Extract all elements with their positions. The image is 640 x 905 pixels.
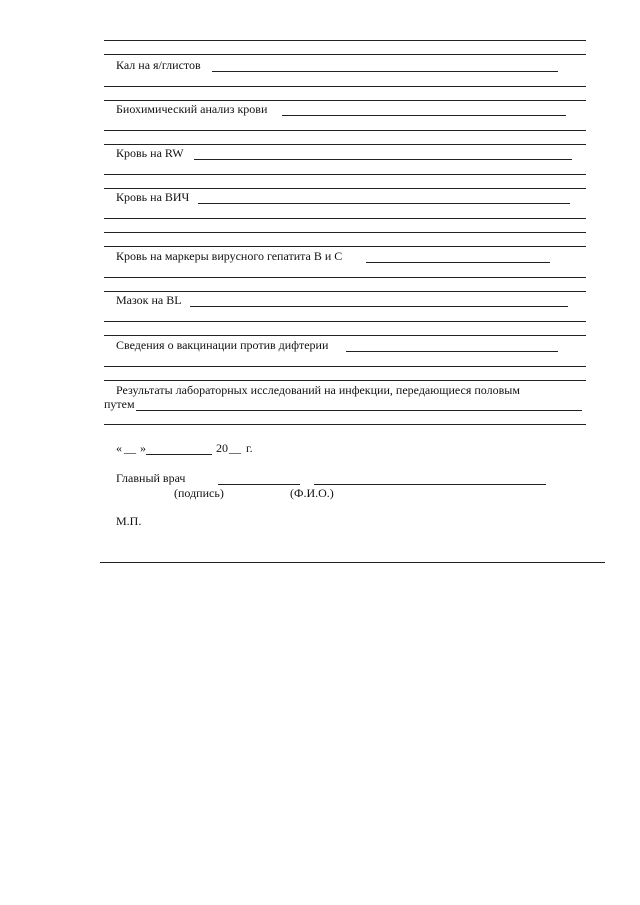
full-name-caption: (Ф.И.О.) bbox=[290, 486, 334, 500]
date-month-input[interactable] bbox=[146, 454, 212, 455]
field-input-biochem[interactable] bbox=[282, 115, 566, 116]
field-label-biochem: Биохимический анализ крови bbox=[116, 102, 268, 116]
blank-line bbox=[104, 218, 586, 219]
field-input-sti[interactable] bbox=[136, 410, 582, 411]
blank-line bbox=[104, 54, 586, 55]
blank-line bbox=[104, 130, 586, 131]
blank-line bbox=[104, 246, 586, 247]
blank-line bbox=[104, 40, 586, 41]
field-input-stool[interactable] bbox=[212, 71, 558, 72]
blank-line bbox=[104, 188, 586, 189]
field-label-diphtheria: Сведения о вакцинации против дифтерии bbox=[116, 338, 329, 352]
field-label-hiv: Кровь на ВИЧ bbox=[116, 190, 190, 204]
full-name-input[interactable] bbox=[314, 484, 546, 485]
field-input-rw[interactable] bbox=[194, 159, 572, 160]
blank-line bbox=[104, 144, 586, 145]
date-year-blank[interactable]: __ bbox=[229, 441, 241, 455]
signature-caption: (подпись) bbox=[174, 486, 224, 500]
date-close-quote: » bbox=[140, 441, 146, 455]
field-input-hiv[interactable] bbox=[198, 203, 570, 204]
blank-line bbox=[104, 174, 586, 175]
field-label-rw: Кровь на RW bbox=[116, 146, 184, 160]
field-input-diphtheria[interactable] bbox=[346, 351, 558, 352]
field-input-hepatitis[interactable] bbox=[366, 262, 550, 263]
blank-line bbox=[104, 232, 586, 233]
blank-line bbox=[104, 100, 586, 101]
date-open-quote: « bbox=[116, 441, 122, 455]
bottom-divider bbox=[100, 562, 605, 563]
blank-line bbox=[104, 366, 586, 367]
blank-line bbox=[104, 291, 586, 292]
date-year-suffix: г. bbox=[246, 441, 253, 455]
blank-line bbox=[104, 277, 586, 278]
field-label-sti-continued: путем bbox=[104, 397, 135, 411]
signer-role: Главный врач bbox=[116, 471, 186, 485]
blank-line bbox=[104, 424, 586, 425]
field-label-stool: Кал на я/глистов bbox=[116, 58, 201, 72]
field-label-hepatitis: Кровь на маркеры вирусного гепатита В и С bbox=[116, 249, 343, 263]
blank-line bbox=[104, 321, 586, 322]
field-label-sti: Результаты лабораторных исследований на инфекции, передающиеся половым bbox=[116, 383, 520, 397]
field-input-bl[interactable] bbox=[190, 306, 568, 307]
date-day-blank[interactable]: __ bbox=[124, 441, 136, 455]
stamp-placeholder: М.П. bbox=[116, 514, 142, 528]
date-year-prefix: 20 bbox=[216, 441, 228, 455]
signature-input[interactable] bbox=[218, 484, 300, 485]
field-label-bl: Мазок на BL bbox=[116, 293, 182, 307]
blank-line bbox=[104, 335, 586, 336]
blank-line bbox=[104, 86, 586, 87]
blank-line bbox=[104, 380, 586, 381]
